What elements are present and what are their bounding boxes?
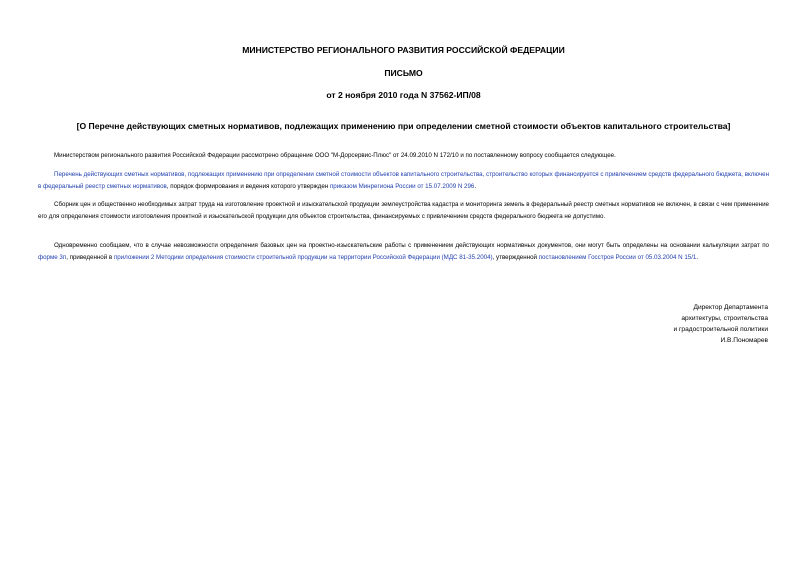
paragraph-4-text-1: Одновременно сообщаем, что в случае невозможности определения базовых цен на проектно-изыскательские работы с применением действующих нормативных документов, они могут быть определены на основании калькуляции затрат по [54,242,769,249]
register-link[interactable]: Перечень действующих сметных нормативов, подлежащих применению при определении сметной стоимости объектов капитального строительства, строительство которых финансируется с привлечением средств федерального бюджета, включен в федеральный реестр сметных нормативов [38,171,769,190]
form-3p-link[interactable]: форме 3п [38,253,67,261]
paragraph-2-text-2: . [474,182,477,190]
methodology-link[interactable]: приложении 2 Методики определения стоимости строительной продукции на территории Российской Федерации (МДС 81-35.2004) [113,253,493,261]
paragraph-1: Министерством регионального развития Российской Федерации рассмотрено обращение ООО "М-Дорсервис-Плюс" от 24.09.2010 N 172/10 и по поставленному вопросу сообщается следующее. [54,152,616,159]
document-subject: [О Перечне действующих сметных нормативов, подлежащих применению при определении сметной стоимости объектов капитального строительства] [76,121,731,131]
order-link[interactable]: приказом Минрегиона России от 15.07.2009 N 296 [329,182,475,190]
signature-policy: и градостроительной политики [673,326,768,333]
signature-department: архитектуры, строительства [681,315,768,322]
ministry-title: МИНИСТЕРСТВО РЕГИОНАЛЬНОГО РАЗВИТИЯ РОССИЙСКОЙ ФЕДЕРАЦИИ [242,45,565,55]
paragraph-2 [38,169,769,192]
paragraph-4-text-2: , приведенной в [66,253,114,261]
date-number: от 2 ноября 2010 года N 37562-ИП/08 [326,90,481,100]
paragraph-4-text-4: . [696,253,699,261]
paragraph-3: Сборник цен и общественно необходимых затрат труда на изготовление проектной и изыскательской продукции землеустройства кадастра и мониторинга земель в федеральный реестр сметных нормативов не включен, в связи с чем применение его для определения стоимости изготовления проектной и изыскательской продукции для объектов строительства, финансируемых с привлечением средств федерального бюджета не допустимо. [38,201,769,220]
signature-position: Директор Департамента [693,304,768,311]
paragraph-4-text-3: , утвержденной [492,253,539,261]
resolution-link[interactable]: постановлением Госстроя России от 05.03.2004 N 15/1 [538,253,697,261]
document-type: ПИСЬМО [384,68,423,78]
paragraph-4 [38,240,769,263]
paragraph-2-text-1: , порядок формирования и ведения которого утвержден [166,182,330,190]
signature-name: И.В.Пономарев [720,337,768,344]
